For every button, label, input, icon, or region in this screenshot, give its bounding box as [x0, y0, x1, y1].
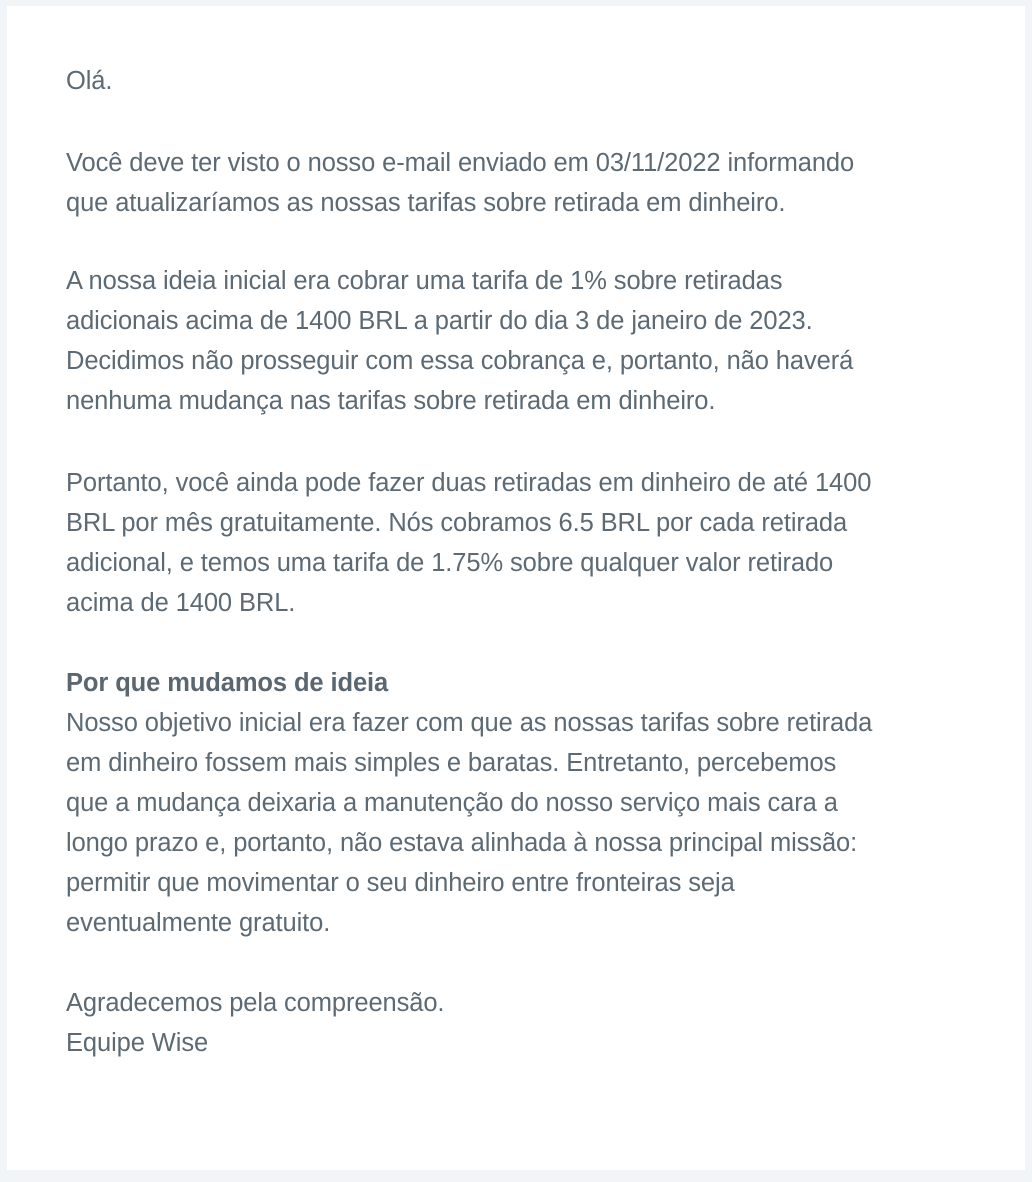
text-line: em dinheiro fossem mais simples e baratas. Entretanto, percebemos	[66, 749, 837, 777]
signature: Equipe Wise	[66, 1029, 209, 1057]
text-line: Decidimos não prosseguir com essa cobrança e, portanto, não haverá	[66, 347, 854, 375]
closing-text: Agradecemos pela compreensão.	[66, 989, 445, 1017]
section-heading: Por que mudamos de ideia	[66, 669, 389, 697]
greeting: Olá.	[66, 67, 113, 95]
text-line: adicional, e temos uma tarifa de 1.75% sobre qualquer valor retirado	[66, 549, 834, 577]
text-line: nenhuma mudança nas tarifas sobre retirada em dinheiro.	[66, 387, 716, 415]
text-line: que a mudança deixaria a manutenção do nosso serviço mais cara a	[66, 789, 838, 817]
text-line: Você deve ter visto o nosso e-mail enviado em 03/11/2022 informando	[66, 149, 855, 177]
text-line: Nosso objetivo inicial era fazer com que as nossas tarifas sobre retirada	[66, 709, 873, 737]
text-line: A nossa ideia inicial era cobrar uma tarifa de 1% sobre retiradas	[66, 267, 783, 295]
section-why-changed	[66, 663, 976, 943]
text-line: eventualmente gratuito.	[66, 909, 331, 937]
email-card	[7, 6, 1025, 1170]
paragraph-current-fees	[66, 463, 976, 623]
text-line: Portanto, você ainda pode fazer duas retiradas em dinheiro de até 1400	[66, 469, 872, 497]
text-line: longo prazo e, portanto, não estava alinhada à nossa principal missão:	[66, 829, 858, 857]
text-line: permitir que movimentar o seu dinheiro entre fronteiras seja	[66, 869, 735, 897]
paragraph-initial-idea	[66, 261, 976, 421]
paragraph-email-notice	[66, 143, 976, 223]
text-line: adicionais acima de 1400 BRL a partir do dia 3 de janeiro de 2023.	[66, 307, 813, 335]
sign-off	[66, 983, 976, 1063]
text-line: BRL por mês gratuitamente. Nós cobramos 6.5 BRL por cada retirada	[66, 509, 848, 537]
text-line: acima de 1400 BRL.	[66, 589, 296, 617]
text-line: que atualizaríamos as nossas tarifas sobre retirada em dinheiro.	[66, 189, 786, 217]
